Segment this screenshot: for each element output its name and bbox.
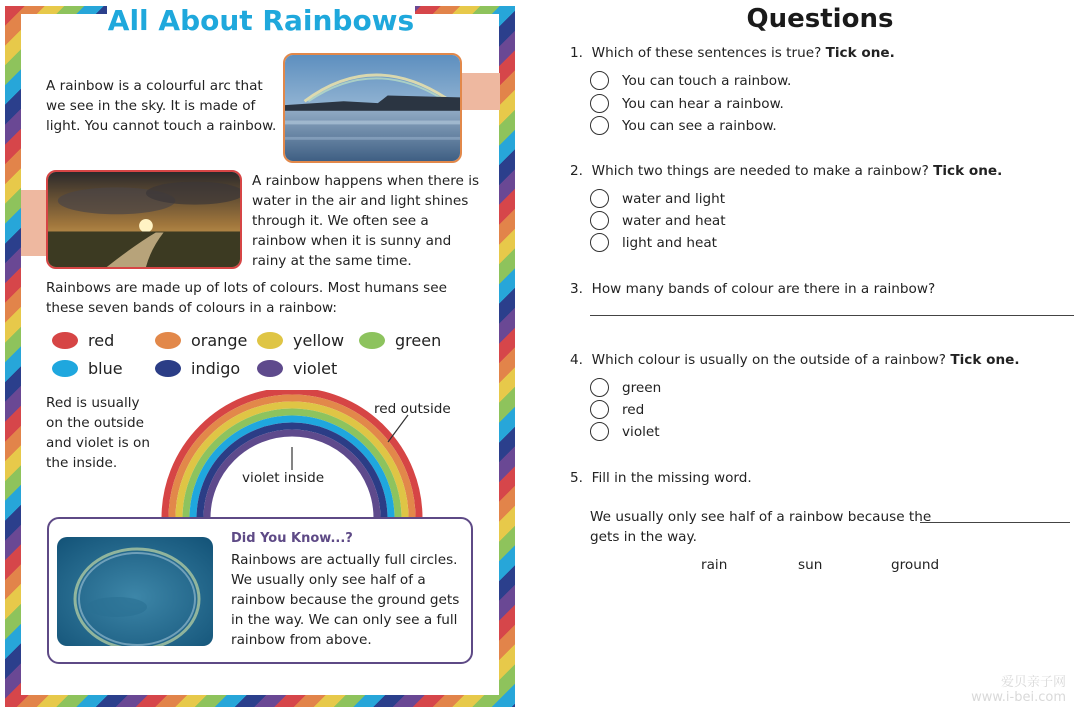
option-label: light and heat [622,234,717,251]
red-dot [52,332,78,349]
yellow-dot [257,332,283,349]
sunset-road-photo [46,170,242,269]
tick-instruction: Tick one. [933,163,1003,179]
full-circle-rainbow-photo [57,537,213,646]
question-text: How many bands of colour are there in a rainbow? [591,281,936,297]
q2-option-1[interactable] [590,189,725,208]
question-5 [570,470,752,486]
question-1 [570,45,895,61]
swatch-orange [155,331,247,350]
option-label: water and heat [622,212,726,229]
question-number: 4. [570,352,583,368]
q1-option-2[interactable] [590,94,784,113]
question-number: 3. [570,281,583,297]
red-violet-paragraph: Red is usually on the outside and violet is on the inside. [46,395,150,471]
question-4 [570,352,1020,368]
option-label: violet [622,423,660,440]
swatch-green [359,331,441,350]
swatch-label: indigo [191,359,241,378]
photo-tab-decoration [460,73,500,110]
swatch-label: violet [293,359,338,378]
swatch-label: blue [88,359,123,378]
how-rainbow-happens-paragraph: A rainbow happens when there is water in the air and light shines through it. We often see a rainbow when it is sunny and rainy at the same time. [252,173,480,269]
q4-option-1[interactable] [590,378,661,397]
did-you-know-text: Rainbows are actually full circles. We usually only see half of a rainbow because the ground gets in the way. We can only see a full rainbow from above. [231,552,460,648]
tick-instruction: Tick one. [825,45,895,61]
question-number: 5. [570,470,583,486]
tick-circle[interactable] [590,422,609,441]
swatch-label: yellow [293,331,345,350]
orange-dot [155,332,181,349]
swatch-label: orange [191,331,248,350]
word-option-ground: ground [891,557,940,573]
swatch-yellow [257,331,344,350]
did-you-know-title: Did You Know...? [231,531,353,546]
red-outside-label: red outside [374,401,451,417]
q5-sentence-end: gets in the way. [590,529,697,545]
intro-paragraph: A rainbow is a colourful arc that we see in the sky. It is made of light. You cannot touch a rainbow. [46,78,277,134]
tick-circle[interactable] [590,400,609,419]
tick-circle[interactable] [590,233,609,252]
tick-circle[interactable] [590,71,609,90]
watermark [971,675,1066,705]
tick-circle[interactable] [590,94,609,113]
blue-dot [52,360,78,377]
tick-circle[interactable] [590,189,609,208]
question-text: Which two things are needed to make a rainbow? [591,163,929,179]
tick-circle[interactable] [590,211,609,230]
indigo-dot [155,360,181,377]
tick-circle[interactable] [590,116,609,135]
word-option-sun: sun [798,557,823,573]
did-you-know-box [47,517,473,664]
swatch-label: red [88,331,115,350]
question-2 [570,163,1002,179]
swatch-blue [52,359,123,378]
question-number: 1. [570,45,583,61]
sheet-title: All About Rainbows [107,2,415,40]
q2-option-2[interactable] [590,211,726,230]
question-text: Which colour is usually on the outside of a rainbow? [591,352,947,368]
option-label: water and light [622,190,726,207]
rainbow-over-water-photo [283,53,462,163]
swatch-red [52,331,114,350]
q2-option-3[interactable] [590,233,717,252]
green-dot [359,332,385,349]
option-label: red [622,401,645,418]
swatch-indigo [155,359,240,378]
q4-option-3[interactable] [590,422,660,441]
q5-sentence-start: We usually only see half of a rainbow because the [590,509,932,525]
option-label: You can hear a rainbow. [622,95,784,112]
word-option-rain: rain [701,557,728,573]
watermark-line-1: 爱贝亲子网 [1000,675,1066,690]
question-text: Fill in the missing word. [591,470,752,486]
question-number: 2. [570,163,583,179]
violet-dot [257,360,283,377]
q3-answer-line[interactable] [590,315,1074,316]
question-text: Which of these sentences is true? [591,45,822,61]
option-label: green [622,379,662,396]
question-3 [570,281,935,297]
q5-answer-blank[interactable] [920,522,1070,523]
swatch-violet [257,359,337,378]
questions-title: Questions [746,4,894,34]
tick-circle[interactable] [590,378,609,397]
watermark-line-2: www.i-bei.com [971,690,1066,705]
violet-inside-label: violet inside [242,470,325,486]
q1-option-3[interactable] [590,116,777,135]
swatch-label: green [395,331,442,350]
q4-option-2[interactable] [590,400,644,419]
q1-option-1[interactable] [590,71,791,90]
option-label: You can see a rainbow. [622,117,777,134]
tick-instruction: Tick one. [950,352,1020,368]
bands-paragraph: Rainbows are made up of lots of colours. Most humans see these seven bands of colours in a rainbow: [46,280,447,316]
option-label: You can touch a rainbow. [622,72,792,89]
